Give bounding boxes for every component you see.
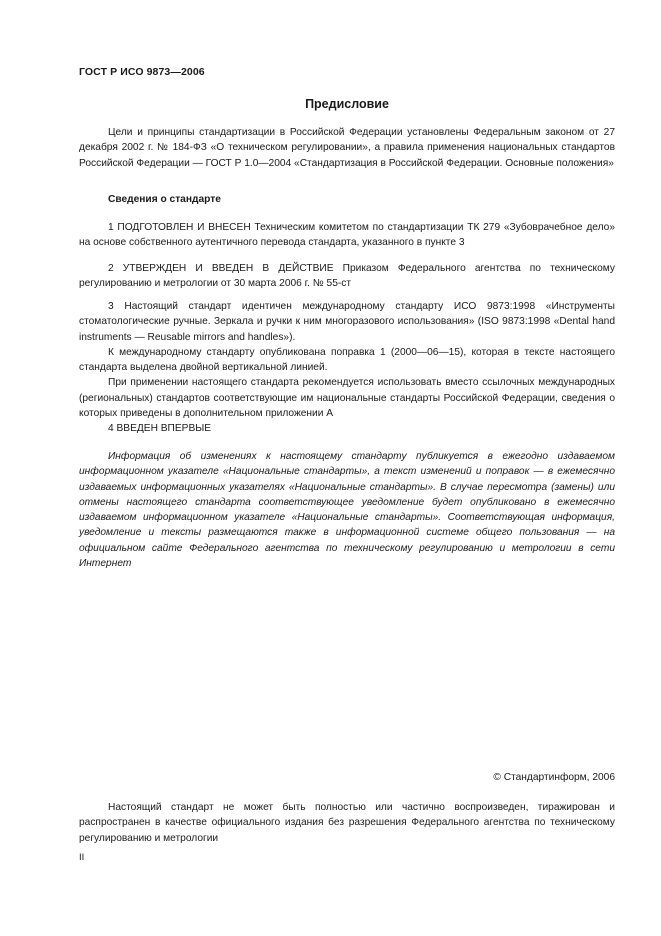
section-title: Сведения о стандарте — [108, 194, 221, 205]
page-title: Предисловие — [305, 97, 389, 111]
item-3-note-2: При применении настоящего стандарта рекомендуется использовать вместо ссылочных международных (региональных) стандартов соответствующие им национальные стандарты Российской Федерации, сведения о которых приведены в дополнительном приложении А — [79, 377, 615, 420]
item-2-paragraph: 2 УТВЕРЖДЕН И ВВЕДЕН В ДЕЙСТВИЕ Приказом Федерального агентства по техническому регулированию и метрологии от 30 марта 2006 г. № 55-ст — [79, 263, 615, 290]
standard-code-header: ГОСТ Р ИСО 9873—2006 — [79, 66, 205, 78]
intro-paragraph: Цели и принципы стандартизации в Российской Федерации установлены Федеральным законом от 27 декабря 2002 г. № 184-ФЗ «О техническом регулировании», а правила применения национальных стандартов Российской Федерации — ГОСТ Р 1.0—2004 «Стандартизация в Российской Федерации. Основные положения» — [79, 127, 615, 169]
item-3-paragraph: 3 Настоящий стандарт идентичен международному стандарту ИСО 9873:1998 «Инструменты стоматологические ручные. Зеркала и ручки к ним многоразового использования» (ISO 9873:1998 «Dental hand instruments — Reusable mirrors and handles»). — [79, 301, 615, 343]
intro-block — [79, 125, 615, 171]
notice-block — [79, 449, 615, 571]
footer-paragraph: Настоящий стандарт не может быть полностью или частично воспроизведен, тиражирован и распространен в качестве официального издания без разрешения Федерального агентства по техническому регулированию и метрологии — [79, 802, 615, 844]
item-3-note-1: К международному стандарту опубликована поправка 1 (2000—06—15), которая в тексте настоящего стандарта выделена двойной вертикальной линией. — [79, 346, 615, 374]
item-1-paragraph: 1 ПОДГОТОВЛЕН И ВНЕСЕН Техническим комитетом по стандартизации ТК 279 «Зубоврачебное дело» на основе собственного аутентичного перевода стандарта, указанного в пункте 3 — [79, 222, 615, 249]
item-2-block — [79, 261, 615, 292]
copyright-line: © Стандартинформ, 2006 — [493, 772, 615, 783]
footer-block — [79, 800, 615, 846]
page-number: II — [79, 852, 85, 863]
item-1-block — [79, 220, 615, 251]
notice-paragraph: Информация об изменениях к настоящему стандарту публикуется в ежегодно издаваемом информационном указателе «Национальные стандарты», а текст изменений и поправок — в ежемесячно издаваемых информационных указателях «Национальные стандарты». В случае пересмотра (замены) или отмены настоящего стандарта соответствующее уведомление будет опубликовано в ежемесячно издаваемом информационном указателе «Национальные стандарты». Соответствующая информация, уведомление и тексты размещаются также в информационной системе общего пользования — на официальном сайте Федерального агентства по техническому регулированию и метрологии в сети Интернет — [79, 451, 615, 570]
item-4-paragraph: 4 ВВЕДЕН ВПЕРВЫЕ — [108, 423, 212, 434]
item-4-block — [79, 421, 615, 436]
item-3-block — [79, 299, 615, 421]
